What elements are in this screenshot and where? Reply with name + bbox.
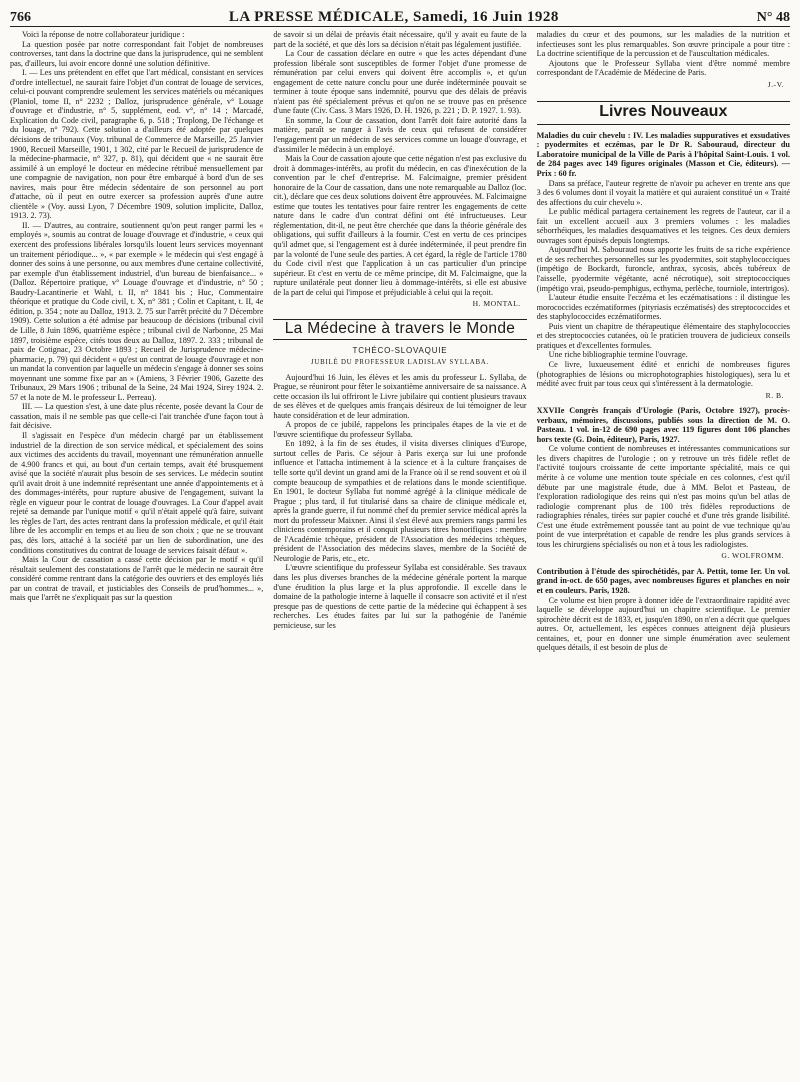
section-title: Livres Nouveaux (599, 103, 728, 121)
paragraph: Il s'agissait en l'espèce d'un médecin chargé par un établissement industriel de la direction de son service médical, et spécialement des soins aux victimes des accidents du travail, moyennant une rémunération annuelle de 4.900 francs et qui, au bout d'un certain temps, avait été brusquement avisé que la société n'aurait plus besoin de ses services. Le médecin soutint qu'il avait droit à une indemnité représentant une année d'appointements et à des dommages-intérêts, pour rupture abusive de l'engagement, suivant la règle en vigueur pour le contrat de louage d'ouvrages. La Cour d'appel avait rejeté sa demande par l'unique motif « qu'il n'était appelé qu'à faire, suivant les règles de l'art, des actes rentrant dans la profession médicale, et qu'il était libre de les accomplir en temps et au lieu de son choix ; que ne se trouvant pas, dès lors, attaché à la société par un lien de subordination, une des conditions constitutives du contrat de louage de services faisait défaut ». (10, 430, 264, 555)
paragraph: Dans sa préface, l'auteur regrette de n'avoir pu achever en trente ans que 3 des 6 volumes dont il voyait la matière et qui auraient constitué un « Traité des affections du cuir chevelu ». (536, 178, 790, 207)
country-heading: TCHÉCO-SLOVAQUIE (352, 346, 448, 356)
paragraph: En somme, la Cour de cassation, dont l'arrêt doit faire autorité dans la matière, paraît se ranger à l'avis de ceux qui refusent de considérer l'engagement par un médecin de ses services comme un louage d'ouvrage, et d'assimiler le médecin à un employé. (273, 115, 527, 154)
article-subheading: JUBILÉ DU PROFESSEUR LADISLAV SYLLABA. (310, 358, 489, 366)
book-entry-heading: Contribution à l'étude des spirochétidés, par A. Pettit, tome Ier. Un vol. grand in-oct. de 650 pages, avec nombreuses figures et planches en noir et en couleurs. Paris, 1928. (536, 566, 790, 595)
section-header (537, 101, 790, 125)
paragraph: de savoir si un délai de préavis était nécessaire, qu'il y avait eu faute de la part de la société, et que dès lors sa décision n'était pas légalement justifiée. (273, 30, 527, 49)
paragraph: L'œuvre scientifique du professeur Syllaba est considérable. Ses travaux dans les plus diverses branches de la médecine générale portent la marque d'une érudition la plus large et la plus approfondie. Il excelle dans le domaine de la pathologie interne à laquelle il consacre son activité et il n'est presque pas de questions de cette partie de la médecine qui échappent à ses recherches. Les études faites par lui sur la pathogénie de l'anémie pernicieuse, sur les (273, 563, 527, 630)
paragraph: Ce livre, luxueusement édité et enrichi de nombreuses figures (photographies de lésions ou microphotographies histologiques), sera lu et médité avec fruit par tous ceux qui s'intéressent à la dermatologie. (536, 359, 790, 389)
paragraph: Le public médical partagera certainement les regrets de l'auteur, car il a fait un excellent accueil aux 3 premiers volumes : les maladies séborrhéiques, les maladies desquamatives et les teignes. Ces deux derniers ouvrages sont épuisés depuis longtemps. (536, 207, 790, 245)
book-entry-heading: XXVIIe Congrès français d'Urologie (Paris, Octobre 1927), procès-verbaux, mémoires, discussions, publiés sous la direction de M. O. Pasteau. 1 vol. in-12 de 690 pages avec 119 figures dont 106 planches hors texte (G. Doin, éditeur), Paris, 1927. (536, 406, 790, 444)
paragraph: Ce volume contient de nombreuses et intéressantes communications sur les divers chapitres de l'urologie ; on y retrouve un très fidèle reflet de l'activité toujours croissante de cette importante spécialité, mais ce qui mérite à ce volume une mention toute spéciale en ces colonnes, c'est qu'il débute par une magistrale étude, due à MM. Belot et Pasteau, de l'exploration radiologique des reins qui n'est pas moins qu'un bel atlas de radiologie comprenant plus de 100 très fidèles reproductions de radiographies rénales, tirées sur papier couché et d'une très grande lisibilité. C'est une étude extrêmement poussée tant au point de vue technique qu'au point de vue interprétation et capable de rendre les plus grands services à tous les chirurgiens spécialisés ou non et à tous les radiologistes. (536, 444, 790, 549)
paragraph: A propos de ce jubilé, rappelons les principales étapes de la vie et de l'œuvre scientifique du professeur Syllaba. (273, 420, 527, 439)
paragraph: La question posée par notre correspondant fait l'objet de nombreuses controverses, tant dans la doctrine que dans la jurisprudence, qui ne semblent pas, d'ailleurs, lui avoir encore donné une solution définitive. (10, 39, 264, 68)
paragraph: La Cour de cassation déclare en outre « que les actes dépendant d'une profession libérale sont susceptibles de former l'objet d'une promesse de rémunération par celui envers qui doivent être accomplis », et qu'un engagement de cette nature conclu pour une durée indéterminée pouvait se terminer à toute époque sans indemnité, pourvu que des délais de préavis n'aient pas été spécialement prévus et qu'on ne se trouve pas en présence d'une faute (Civ. Cass. 3 Mars 1926, D. H. 1926, p. 221 ; D. P. 1927. 1. 93). (273, 49, 527, 116)
book-entry-heading: Maladies du cuir chevelu : IV. Les maladies suppuratives et exsudatives : pyodermites et eczémas, par le Dr R. Sabouraud, directeur du Laboratoire municipal de la Ville de Paris à l'hôpital Saint-Louis. 1 vol. de 284 pages avec 149 figures originales (Masson et Cie, éditeurs). — Prix : 60 fr. (536, 130, 790, 179)
paragraph: maladies du cœur et des poumons, sur les maladies de la nutrition et infectieuses sont les plus remarquables. Son œuvre principale a pour titre : La doctrine scientifique de la percussion et de l'auscultation médicales. (536, 30, 790, 59)
paragraph: I. — Les uns prétendent en effet que l'art médical, consistant en services d'ordre intellectuel, ne saurait faire l'objet d'un contrat de louage de services, celui-ci pouvant comprendre seulement les services matériels ou mécaniques (Planiol, tome II, n° 2232 ; Dalloz, jurisprudence générale, v° Louage d'ouvrage et d'industrie, n° 5, supplément, eod. v°, n° 14 ; Marcadé, Explication du Code civil, paragraphe 6, p. 518 ; Troplong, De l'échange et du louage, n° 792). Cette solution a d'ailleurs été adoptée par quelques décisions de tribunaux (Voy. tribunal de Commerce de Marseille, 25 Janvier 1900, Recueil Marseille, 1901, 1 302, cité par le Recueil de jurisprudence de la médecine-pharmacie, n° 327, p. 81), qui décident que « ne saurait être assimilé à un employé le docteur en médecine rétribué mensuellement par une compagnie de navigation, non pour être embarqué à bord d'un de ses navires, mais pour être médecin sédentaire de son personnel au port d'attache, où il peut en outre exercer sa profession auprès d'une autre clientèle » (Voy. aussi Lyon, 7 Décembre 1909, solution implicite, Dalloz, 1913. 2. 73). (10, 68, 264, 221)
paragraph: Puis vient un chapitre de thérapeutique élémentaire des staphylococcies et des streptococcies cutanées, où le praticien trouvera de judicieux conseils pratiques et d'excellentes formules. (536, 321, 790, 350)
paragraph: Mais la Cour de cassation ajoute que cette négation n'est pas exclusive du droit à dommages-intérêts, au profit du médecin, en cas d'inexécution de la convention par le chef d'entreprise. M. Falcimaigne, premier président honoraire de la Cour de cassation, dans une note remarquable au Dalloz (loc. cit.), déclare que ces deux solutions doivent être approuvées. M. Falcimaigne estime que toutes les tentatives pour faire rentrer les engagements de cette nature dans le cadre d'un contrat défini ont été infructueuses. Leur réglementation, dit-il, ne peut être cherchée que dans la théorie générale des obligations, qui suffit d'ailleurs à la fournir. C'est en vertu de ces principes qu'il admet que, si l'engagement est à durée indéterminée, il peut prendre fin par la volonté de l'une seule des parties. A cet égard, la règle de l'article 1780 du Code civil n'est que l'application à un cas particulier d'un principe supérieur. Et c'est en vertu de ce même principe, dit M. Falcimaigne, que la rupture unilatérale peut donner lieu à dommage-intérêts, si elle est abusive de la part de celui qui l'impose et préjudiciable à celui qui la reçoit. (273, 154, 527, 297)
column-2 (273, 30, 526, 1078)
author-signature: J.-V. (767, 79, 784, 89)
paragraph: Ajoutons que le Professeur Syllaba vient d'être nommé membre correspondant de l'Académie de Médecine de Paris. (536, 58, 790, 78)
author-signature: R. B. (765, 390, 784, 400)
page-header (10, 6, 790, 27)
section-title: La Médecine à travers le Monde (284, 319, 516, 337)
paragraph: Mais la Cour de cassation a cassé cette décision par le motif « qu'il résultait seulement des constatations de l'arrêt que le médecin ne saurait être considéré comme rentrant dans la catégorie des ouvriers et des employés liés par un contrat de travail, et justiciables des Conseils de prud'hommes... », mais que l'arrêt ne s'expliquait pas sur la question (10, 555, 264, 603)
paragraph: Aujourd'hui 16 Juin, les élèves et les amis du professeur L. Syllaba, de Prague, se réuniront pour fêter le soixantième anniversaire de sa naissance. A cette occasion ils lui offriront le Livre jubilaire qui contient plusieurs travaux de ses élèves et de quelques amis français désireux de lui témoigner de leur haute considération et de leur admiration. (273, 372, 527, 420)
paragraph: En 1892, à la fin de ses études, il visita diverses cliniques d'Europe, surtout celles de Paris. Ce séjour à Paris exerça sur lui une profonde influence et l'attacha intimement à la science et à la culture françaises de telle sorte qu'il devint un grand ami de la France où il se rend souvent et où il compte beaucoup de sympathies et de relations dans le monde scientifique. En 1901, le docteur Syllaba fut nommé agrégé à la clinique médicale de Prague ; plus tard, il fut titularisé dans sa chaire de clinique médicale et, après la grande guerre, il fut nommé chef du premier service médical après la mort du professeur Maixner. Ainsi il s'est élevé aux premiers rangs parmi les cliniciens contemporains et il conquit plusieurs titres honorifiques : membre de l'Académie tchèque, président de l'Association des médecins tchèques, président de l'Association des médecins slaves, membre de la Société de Neurologie de Paris, etc., etc. (273, 439, 527, 563)
page-number: 766 (10, 10, 31, 25)
paragraph: Ce volume est bien propre à donner idée de l'extraordinaire rapidité avec laquelle se développe aujourd'hui un chapitre scientifique. Le premier spirochète décrit est de 1833, et, jusqu'en 1890, on n'en a décrit que quelques autres. Or, actuellement, les espèces connues atteignent déjà plusieurs centaines, et, pour en donner une simple énumération avec seulement quelques détails, il est besoin de plus de (536, 595, 790, 653)
column-3 (537, 30, 790, 1078)
column-1 (10, 30, 263, 1078)
paragraph: L'auteur étudie ensuite l'eczéma et les eczématisations : il distingue les morococcides eczématiformes (pityriasis eczématisés) des streptococcides et des staphylococcides eczématiformes. (536, 293, 790, 322)
paragraph: III. — La question s'est, à une date plus récente, posée devant la Cour de cassation, mais il ne semble pas que celle-ci l'ait tranchée d'une façon tout à fait décisive. (10, 402, 264, 431)
columns (10, 30, 790, 1078)
paragraph: Voici la réponse de notre collaborateur juridique : (22, 30, 185, 39)
masthead-title: LA PRESSE MÉDICALE, Samedi, 16 Juin 1928 (228, 9, 559, 25)
author-signature: G. WOLFROMM. (721, 551, 784, 561)
author-signature: H. MONTAL. (472, 299, 521, 309)
paragraph: Aujourd'hui M. Sabouraud nous apporte les fruits de sa riche expérience et de ses recherches personnelles sur les pyodermites, soit staphylococciques (impétigo de Bockardt, furoncle, anthrax, sycosis, abcès tubéreux de l'aisselle, pyodermite végétante, acné nécrotique), soit streptococciques (impétigo vrai, pseudo-pemphigus, ecthyma, perlèche, tourniole, intertrigos). (536, 245, 790, 293)
paragraph: II. — D'autres, au contraire, soutiennent qu'on peut ranger parmi les « employés », soumis au contrat de louage d'ouvrage et d'industrie, « ceux qui exercent des professions libérales lorsqu'ils louent leurs services moyennant un traitement périodique... », « par exemple » le médecin qui s'est engagé à donner des soins à une personne, ou aux membres d'une certaine collectivité, par exemple d'un établissement industriel, d'un bureau de bienfaisance... » (Dalloz. Répertoire pratique, v° Louage d'ouvrage et d'industrie, n° 50 ; Baudry-Lacantinerie et Wahl, t. II, n° 1841 bis ; Huc, Commentaire théorique et pratique du Code civil, t. X, n° 381 ; Colin et Capitant, t. II, 4e édition, p. 354 ; note au Dalloz, 1913. 2. 75 sur l'arrêt précité du 7 Décembre 1909). Cette solution a été admise par beaucoup de décisions (tribunal civil de Lille, 8 Juin 1896, quatrième espèce ; tribunal civil de Narbonne, 25 Mai 1897, troisième espèce, cités tous deux au Dalloz, 1897. 2. 333 ; tribunal de paix de Cotignac, 23 Octobre 1893 ; Recueil de Jurisprudence médecine-pharmacie, p. 79) qui décident « qu'est un contrat de louage d'ouvrage et non un mandat la convention par laquelle un médecin s'engage à donner ses soins moyennant une somme fixe par an » (Amiens, 3 Février 1906, Gazette des Tribunaux, 29 Mars 1906 ; tribunal de la Seine, 24 Mai 1924, Sirey 1924. 2. 57 et la note de M. le professeur L. Perreau). (10, 220, 264, 402)
paragraph: Une riche bibliographie termine l'ouvrage. (548, 350, 688, 360)
section-header (273, 319, 526, 341)
issue-number: N° 48 (756, 10, 790, 25)
